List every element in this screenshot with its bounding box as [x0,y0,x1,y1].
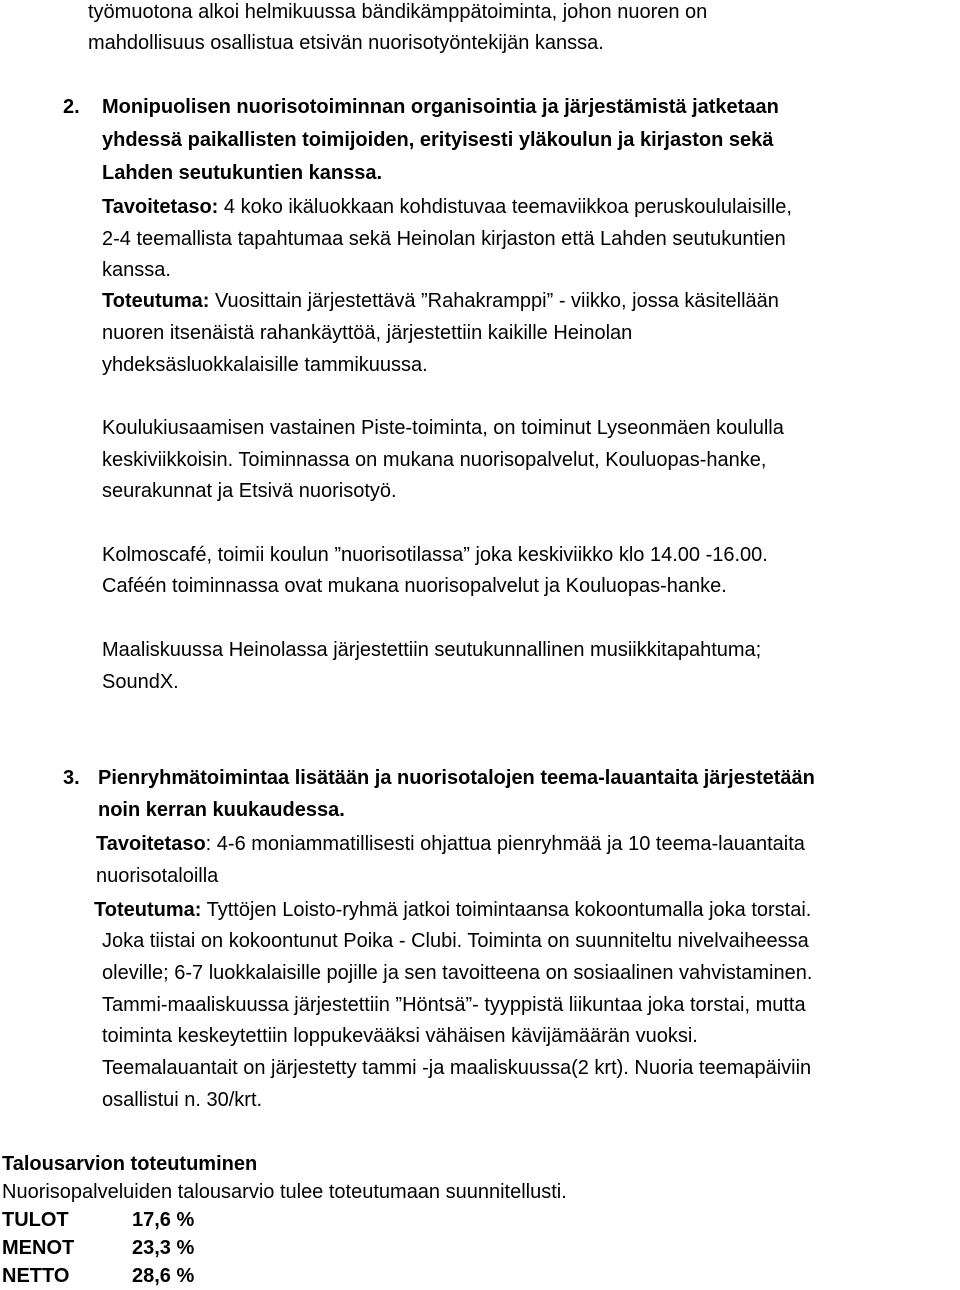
item-3-tavoite-line-1 [96,832,805,856]
item-3-toteutuma-text: Tyttöjen Loisto-ryhmä jatkoi toimintaansa kokoontumalla joka torstai. [201,899,812,921]
item-2-toteutuma-line-2: nuoren itsenäistä rahankäyttöä, järjestettiin kaikille Heinolan [102,322,633,344]
budget-title: Talousarvion toteutuminen [2,1153,258,1175]
intro-line-2: mahdollisuus osallistua etsivän nuorisotyöntekijän kanssa. [88,32,604,54]
budget-value-menot: 23,3 % [132,1237,195,1259]
item-3-toteutuma-line-3: oleville; 6-7 luokkalaisille pojille ja sen tavoitteena on sosiaalinen vahvistaminen. [102,962,813,984]
item-2-heading-line-1: Monipuolisen nuorisotoiminnan organisointia ja järjestämistä jatketaan [102,96,779,118]
item-2-tavoite-line-1 [102,195,792,219]
kolmoscafe-line-1: Kolmoscafé, toimii koulun ”nuorisotilassa” joka keskiviikko klo 14.00 -16.00. [102,544,768,566]
item-3-heading-line-1: Pienryhmätoimintaa lisätään ja nuorisotalojen teema-lauantaita järjestetään [98,767,815,789]
kolmoscafe-line-2: Caféén toiminnassa ovat mukana nuorisopalvelut ja Kouluopas-hanke. [102,575,727,597]
soundx-line-2: SoundX. [102,671,179,693]
item-2-tavoite-text: 4 koko ikäluokkaan kohdistuvaa teemaviikkoa peruskoululaisille, [218,196,792,218]
budget-label-tulot: TULOT [2,1209,69,1231]
piste-line-1: Koulukiusaamisen vastainen Piste-toiminta, on toiminut Lyseonmäen koululla [102,417,784,439]
item-2-toteutuma-text: Vuosittain järjestettävä ”Rahakramppi” - viikko, jossa käsitellään [209,290,779,312]
piste-line-2: keskiviikkoisin. Toiminnassa on mukana nuorisopalvelut, Kouluopas-hanke, [102,449,767,471]
piste-line-3: seurakunnat ja Etsivä nuorisotyö. [102,480,397,502]
item-2-toteutuma-line-3: yhdeksäsluokkalaisille tammikuussa. [102,354,428,376]
item-3-toteutuma-line-4: Tammi-maaliskuussa järjestettiin ”Höntsä”- tyyppistä liikuntaa joka torstai, mutta [102,994,806,1016]
item-3-number: 3. [63,767,80,789]
item-2-toteutuma-line-1 [102,289,779,313]
item-3-toteutuma-label: Toteutuma: [94,899,202,921]
intro-line-1: työmuotona alkoi helmikuussa bändikämppätoiminta, johon nuoren on [88,1,708,23]
budget-label-menot: MENOT [2,1237,75,1259]
item-3-tavoite-line-2: nuorisotaloilla [96,865,219,887]
item-2-tavoite-label: Tavoitetaso: [102,196,219,218]
item-3-toteutuma-line-2: Joka tiistai on kokoontunut Poika - Clubi. Toiminta on suunniteltu nivelvaiheessa [102,930,809,952]
item-2-tavoite-line-3: kanssa. [102,259,171,281]
budget-label-netto: NETTO [2,1265,70,1287]
item-3-tavoite-text: : 4-6 moniammatillisesti ohjattua pienryhmää ja 10 teema-lauantaita [205,833,805,855]
budget-value-tulot: 17,6 % [132,1209,195,1231]
item-2-heading-line-2: yhdessä paikallisten toimijoiden, erityisesti yläkoulun ja kirjaston sekä [102,129,774,151]
budget-text: Nuorisopalveluiden talousarvio tulee toteutumaan suunnitellusti. [2,1181,567,1203]
item-2-heading-line-3: Lahden seutukuntien kanssa. [102,162,383,184]
item-3-toteutuma-line-1 [94,898,811,922]
item-3-toteutuma-line-7: osallistui n. 30/krt. [102,1089,263,1111]
item-3-toteutuma-line-5: toiminta keskeytettiin loppukevääksi vähäisen kävijämäärän vuoksi. [102,1025,698,1047]
item-3-toteutuma-line-6: Teemalauantait on järjestetty tammi -ja maaliskuussa(2 krt). Nuoria teemapäiviin [102,1057,812,1079]
item-2-toteutuma-label: Toteutuma: [102,290,210,312]
item-2-tavoite-line-2: 2-4 teemallista tapahtumaa sekä Heinolan kirjaston että Lahden seutukuntien [102,228,786,250]
soundx-line-1: Maaliskuussa Heinolassa järjestettiin seutukunnallinen musiikkitapahtuma; [102,639,762,661]
item-3-tavoite-label: Tavoitetaso [96,833,206,855]
item-3-heading-line-2: noin kerran kuukaudessa. [98,799,345,821]
item-2-number: 2. [63,96,80,118]
budget-value-netto: 28,6 % [132,1265,195,1287]
